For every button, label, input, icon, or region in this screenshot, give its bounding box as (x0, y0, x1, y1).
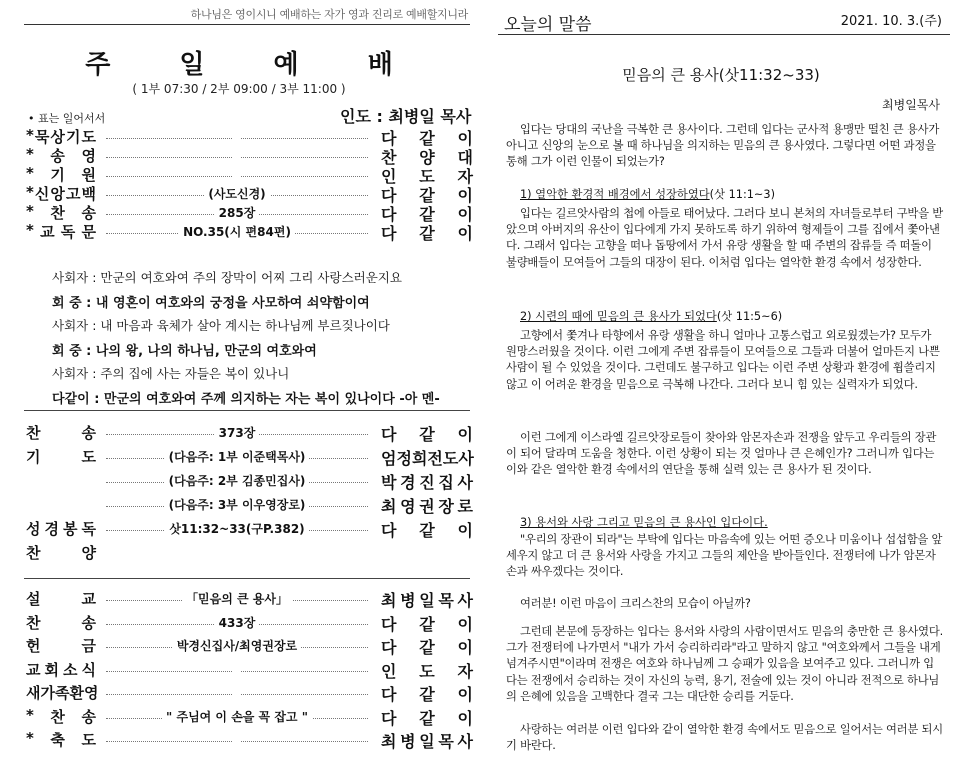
order-person: 다 같 이 (381, 521, 473, 540)
responsive-line: 회 중 : 나의 왕, 나의 하나님, 만군의 여호와여 (52, 344, 317, 359)
order-detail: 「믿음의 큰 용사」 (182, 592, 292, 606)
intro-paragraph: 입다는 당대의 국난을 극복한 큰 용사이다. 그런데 입다는 군사적 용맹만 떨친 큰 용사가 아니고 신앙의 눈으로 볼 때 하나님을 의지하는 믿음의 큰 용사였다. 그렇다면 어떤 과정을 통해 그가 이런 인물이 되었는가? (506, 123, 940, 169)
point-1-heading (520, 186, 775, 202)
order-detail: (다음주: 3부 이우영장로) (165, 498, 310, 512)
order-person: 엄 정 희 전 도 사 (381, 449, 474, 468)
order-row (26, 221, 474, 241)
sermon-author: 최병일목사 (882, 98, 940, 112)
order-label: 새 가 족 환 영 (26, 684, 99, 702)
sermon-date: 2021. 10. 3.(주) (840, 14, 942, 29)
order-person: 다 같 이 (381, 425, 473, 444)
order-label: 성 경 봉 독 (26, 520, 96, 538)
order-detail: (다음주: 1부 이준택목사) (165, 450, 310, 464)
divider (498, 34, 950, 35)
order-detail: (다음주: 2부 김종민집사) (165, 474, 310, 488)
order-row (26, 588, 474, 608)
point-3-title: 3) 용서와 사랑 그리고 믿음의 큰 용사인 입다이다. (520, 516, 768, 529)
order-person: 다 같 이 (381, 224, 473, 243)
sermon-panel (490, 0, 952, 770)
responsive-line: 다같이 : 만군의 여호와여 주께 의지하는 자는 복이 있나이다 -아 멘- (52, 392, 440, 407)
motto: 하나님은 영이시니 예배하는 자가 영과 진리로 예배할지니라 (190, 8, 468, 21)
order-row (26, 164, 474, 184)
divider (24, 410, 470, 411)
order-detail: NO.35(시 편84편) (179, 225, 295, 239)
order-row (26, 659, 474, 679)
point-2-body-2: 이런 그에게 이스라엘 길르앗장로들이 찾아와 암몬자손과 전쟁을 앞두고 우리들의 장관이 되어 달라며 도움을 청한다. 이런 상황이 되는 것 얼마나 큰 은혜인가? 그러니까 입다는 이와 같은 열악한 환경 속에서의 연단을 통해 실력 있는 큰 용사가 된 것이다. (506, 431, 937, 477)
order-row (26, 612, 474, 632)
point-1-title: 1) 열악한 환경적 배경에서 성장하였다 (520, 188, 710, 201)
order-person: 최 영 권 장 로 (381, 497, 473, 516)
point-2-ref: (삿 11:5~6) (716, 310, 783, 323)
order-row (26, 202, 474, 222)
order-detail: (사도신경) (204, 187, 269, 201)
sermon-header: 오늘의 말씀 (504, 15, 592, 35)
point-3-body-2: 그런데 본문에 등장하는 입다는 용서와 사랑의 사람이면서도 믿음의 충만한 큰 용사였다. 그가 전쟁터에 나가면서 "내가 가서 승리하리라"라고 말하지 않고 "여호와께서 그들을 내게 넘겨주시면"이라며 전쟁은 여호와 하나님께 그 승패가 있음을 보여주고 있다. 그러니까 입다는 전쟁에서 승리하는 것이 자신의 능력, 용기, 전술에 있는 것이 아니라 전적으로 하나님의 은혜에 있음을 고백한다 결국 그는 대단한 승리를 거둔다. (506, 625, 943, 703)
order-person: 다 같 이 (381, 186, 473, 205)
point-1-body: 입다는 길르앗사람의 첩에 아들로 태어났다. 그러다 보니 본처의 자녀들로부터 구박을 받았으며 아버지의 유산이 입다에게 가지 못하도록 하기 위하여 형제들이 그를 집에서 쫓아낸다. 그래서 입다는 고향을 떠나 돕땅에서 가서 유랑 생활을 할 때 주변의 잡류들 즉 떠돌이 불량배들이 모여들어 그들의 대장이 된다. 이처럼 입다는 열악한 환경 속에서 성장한다. (506, 207, 943, 269)
order-label: 찬 송 (26, 424, 96, 442)
order-detail (233, 128, 241, 142)
order-detail (233, 147, 241, 161)
responsive-line: 사회자 : 내 마음과 육체가 살아 계시는 하나님께 부르짖나이다 (52, 318, 390, 333)
order-detail: 433장 (215, 616, 260, 630)
order-row (26, 470, 474, 490)
order-label: 찬 양 (26, 544, 96, 562)
leader-label: 인도 : 최병일 목사 (340, 107, 472, 126)
order-label: * 신 앙 고 백 (26, 183, 96, 203)
order-person: 다 같 이 (381, 708, 473, 728)
order-label: 찬 송 (26, 613, 96, 632)
order-person: 다 같 이 (381, 205, 473, 224)
order-detail (233, 544, 241, 558)
service-times: ( 1부 07:30 / 2부 09:00 / 3부 11:00 ) (132, 82, 346, 96)
order-detail (233, 684, 241, 698)
divider (24, 578, 470, 579)
page-title: 주 일 예 배 (85, 50, 423, 80)
order-detail (233, 166, 241, 180)
order-label: * 교 독 문 (26, 221, 96, 241)
point-1-ref: (삿 11:1~3) (709, 188, 775, 201)
order-detail (233, 731, 241, 745)
point-3-heading (520, 514, 768, 530)
point-2-body: 고향에서 쫓겨나 타향에서 유랑 생활을 하니 얼마나 고통스럽고 외로웠겠는가? 모두가 원망스러웠을 것이다. 이런 그에게 주변 잡류들이 모여들으로 그들과 더불어 얼마든지 나쁜 사람이 될 수 있었을 것이다. 그런데도 불구하고 입다는 이런 주변 상황과 환경에 휩쓸리지 않고 이 어려운 환경을 믿음으로 극복해 나간다. 그러다 보니 힘 있는 실력자가 되었다. (506, 329, 940, 391)
order-person: 다 같 이 (381, 638, 473, 657)
order-person: 최 병 일 목 사 (381, 591, 473, 610)
responsive-line: 사회자 : 주의 집에 사는 자들은 복이 있나니 (52, 366, 290, 381)
order-row (26, 729, 474, 749)
sermon-title: 믿음의 큰 용사(삿11:32~33) (622, 66, 820, 84)
order-row (26, 494, 474, 514)
point-3-body: "우리의 장관이 되라"는 부탁에 입다는 마음속에 있는 어떤 증오나 미움이나 섭섭함을 앞세우지 않고 더 큰 용서와 사랑을 가지고 그들의 제안을 받아들인다. 전쟁터에 나가 암몬자손과 싸우겠다는 것이다. (506, 533, 943, 579)
order-row (26, 682, 474, 702)
responsive-line: 사회자 : 만군의 여호와여 주의 장막이 어찌 그리 사랑스러운지요 (52, 270, 402, 285)
order-row (26, 183, 474, 203)
order-label: * 찬 송 (26, 202, 96, 222)
order-label: 교 회 소 식 (26, 660, 96, 679)
order-detail: 285장 (215, 206, 260, 220)
question: 여러분! 이런 마음이 크리스찬의 모습이 아닐까? (520, 597, 751, 610)
order-detail: 373장 (215, 426, 260, 440)
order-person: 최 병 일 목 사 (381, 732, 473, 751)
standing-note: • 표는 일어서서 (28, 112, 106, 125)
order-row (26, 126, 474, 146)
order-detail: " 주님여 이 손을 꼭 잡고 " (162, 710, 312, 724)
point-2-title: 2) 시련의 때에 믿음의 큰 용사가 되었다 (520, 310, 717, 323)
order-detail: 박경신집사/최영권장로 (173, 639, 301, 653)
order-person: 인 도 자 (381, 167, 473, 186)
order-person: 인 도 자 (381, 661, 473, 681)
order-label: * 묵 상 기 도 (26, 126, 96, 146)
order-label: * 송 영 (26, 145, 96, 165)
divider (24, 24, 470, 25)
order-label: 헌 금 (26, 637, 96, 655)
order-person: 다 같 이 (381, 129, 473, 148)
order-row (26, 446, 474, 466)
order-row (26, 542, 474, 562)
closing-paragraph: 사랑하는 여러분 이런 입다와 같이 열악한 환경 속에서도 믿음으로 일어서는 여러분 되시기 바란다. (506, 723, 943, 753)
responsive-line: 회 중 : 내 영혼이 여호와의 궁정을 사모하여 쇠약함이여 (52, 296, 370, 311)
worship-order-panel (0, 0, 478, 770)
order-label: * 기 원 (26, 164, 96, 184)
order-person: 찬 양 대 (381, 148, 473, 167)
order-person: 박 경 진 집 사 (381, 473, 473, 492)
order-label: * 찬 송 (26, 705, 96, 726)
order-row (26, 706, 474, 726)
order-label: * 축 도 (26, 729, 96, 749)
order-person: 다 같 이 (381, 614, 473, 634)
order-row (26, 518, 474, 538)
order-label: 기 도 (26, 448, 96, 466)
order-label: 설 교 (26, 590, 96, 608)
order-person: 다 같 이 (381, 685, 473, 704)
order-row (26, 422, 474, 442)
order-row (26, 635, 474, 655)
order-detail: 삿11:32~33(구P.382) (165, 522, 308, 536)
order-detail (233, 661, 241, 675)
point-2-heading (520, 308, 782, 324)
order-row (26, 145, 474, 165)
